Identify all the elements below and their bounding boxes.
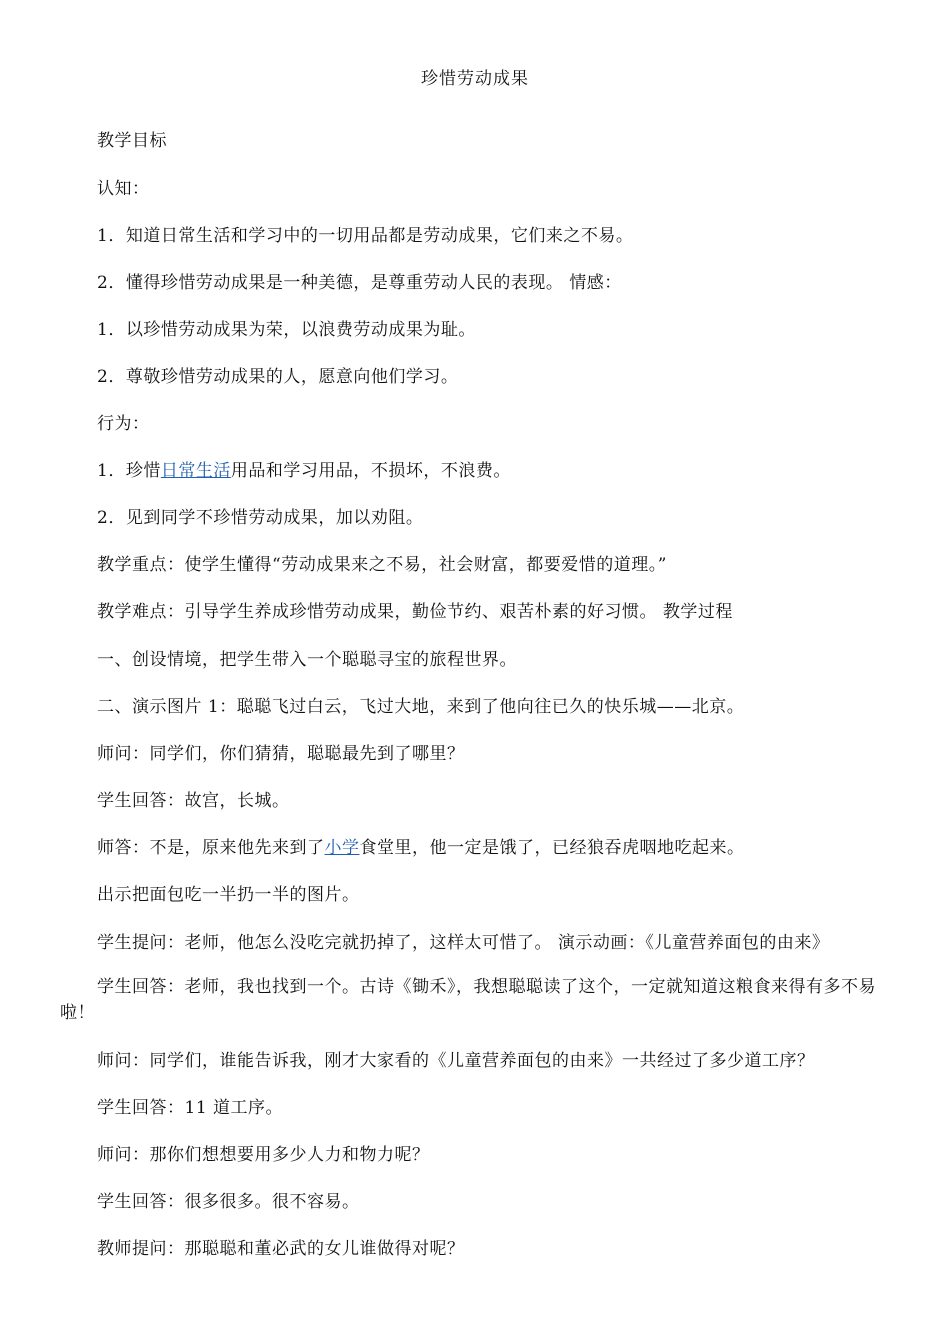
teaching-difficulty: 教学难点：引导学生养成珍惜劳动成果，勤俭节约、艰苦朴素的好习惯。 教学过程 (97, 602, 733, 622)
paragraph: 2．懂得珍惜劳动成果是一种美德，是尊重劳动人民的表现。 情感： (97, 273, 622, 293)
paragraph: 一、创设情境，把学生带入一个聪聪寻宝的旅程世界。 (97, 650, 517, 670)
paragraph-text: 用品和学习用品，不损坏，不浪费。 (230, 461, 511, 481)
paragraph: 2．见到同学不珍惜劳动成果，加以劝阻。 (97, 508, 424, 528)
paragraph: 学生回答：很多很多。很不容易。 (97, 1192, 360, 1212)
paragraph-with-link (97, 833, 745, 858)
paragraph: 二、演示图片 1：聪聪飞过白云，飞过大地，来到了他向往已久的快乐城——北京。 (97, 697, 745, 717)
heading-cognition: 认知： (97, 179, 150, 199)
paragraph: 学生回答：故宫，长城。 (97, 791, 290, 811)
paragraph: 学生回答：老师，我也找到一个。古诗《锄禾》，我想聪聪读了这个，一定就知道这粮食来得有多不易啦！ (60, 977, 876, 1023)
paragraph: 师问：同学们，谁能告诉我，刚才大家看的《儿童营养面包的由来》一共经过了多少道工序？ (97, 1051, 815, 1071)
paragraph-text: 师答：不是，原来他先来到了 (97, 838, 325, 858)
teaching-focus: 教学重点：使学生懂得“劳动成果来之不易，社会财富，都要爱惜的道理。” (97, 555, 667, 575)
paragraph: 出示把面包吃一半扔一半的图片。 (97, 885, 360, 905)
paragraph: 师问：那你们想想要用多少人力和物力呢？ (97, 1145, 430, 1165)
paragraph: 1．知道日常生活和学习中的一切用品都是劳动成果，它们来之不易。 (97, 226, 634, 246)
daily-life-link[interactable]: 日常生活 (160, 461, 231, 481)
document-title: 珍惜劳动成果 (421, 69, 529, 89)
heading-teaching-goals: 教学目标 (97, 131, 167, 151)
paragraph-text: 1．珍惜 (97, 461, 161, 481)
paragraph: 1．以珍惜劳动成果为荣，以浪费劳动成果为耻。 (97, 320, 476, 340)
paragraph: 师问：同学们，你们猜猜，聪聪最先到了哪里？ (97, 744, 465, 764)
paragraph-with-link (97, 456, 511, 481)
paragraph: 教师提问：那聪聪和董必武的女儿谁做得对呢？ (97, 1239, 465, 1259)
primary-school-link[interactable]: 小学 (324, 838, 360, 858)
paragraph-text: 食堂里，他一定是饿了，已经狼吞虎咽地吃起来。 (359, 838, 745, 858)
paragraph: 学生提问：老师，他怎么没吃完就扔掉了，这样太可惜了。 演示动画：《儿童营养面包的由来》 (97, 933, 830, 953)
paragraph: 学生回答：11 道工序。 (97, 1098, 284, 1118)
paragraph: 2．尊敬珍惜劳动成果的人，愿意向他们学习。 (97, 367, 459, 387)
heading-behavior: 行为： (97, 414, 150, 434)
